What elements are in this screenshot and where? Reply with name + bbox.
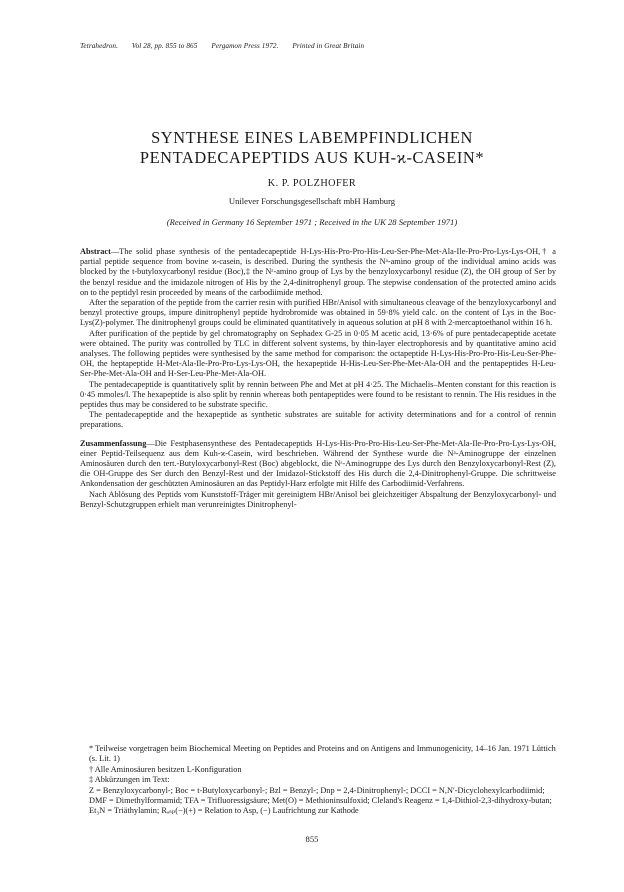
received-dates: (Received in Germany 16 September 1971 ; Received in the UK 28 September 1971) [166, 217, 458, 227]
footnote-dagger: † Alle Aminosäuren besitzen L-Konfiguration [89, 764, 242, 774]
zusammenfassung-heading: Zusammenfassung [80, 438, 147, 448]
zusammenfassung-text-1: —Die Festphasensynthese des Pentadecapeptids H-Lys-His-Pro-Pro-His-Leu-Ser-Phe-Met-Ala-Ile-Pro-Pro-Lys-Lys-OH, einer Peptid-Teilsequenz aus dem Kuh-ϰ-Casein, wird beschrieben. Während der Synthese wurde die Nᵃ-Aminogruppe der einzelnen Aminosäuren durch den tert.-Butyloxycarbonyl-Rest (Boc) abgeblockt, die Nᵋ-Aminogruppe des Lys durch den Benzyloxycarbonyl-Rest (Z), die OH-Gruppe des Ser durch den Benzyl-Rest und der Imidazol-Stickstoff des His durch die 2,4-Dinitrophenyl-Gruppe. Die schrittweise Ankondensation der geschützten Aminosäuren an das Peptidyl-Harz erfolgte mit Hilfe des Carbodiimid-Verfahrens. [80, 438, 556, 489]
journal-name: Tetrahedron. [80, 42, 119, 50]
footnotes [80, 744, 556, 817]
abstract-heading: Abstract [80, 247, 111, 256]
printed-info: Printed in Great Britain [292, 42, 365, 50]
abstract-paragraph-5: The pentadecapeptide and the hexapeptide as synthetic substrates are suitable for activity determinations and for a control of rennin preparations. [80, 410, 556, 430]
zusammenfassung-paragraph-2: Nach Ablösung des Peptids vom Kunststoff-Träger mit gereinigtem HBr/Anisol bei gleichzeitiger Abspaltung der Benzyloxycarbonyl- und Benzyl-Schutzgruppen erhielt man verunreinigtes Dinitrophenyl- [80, 489, 556, 509]
author-name: K. P. POLZHOFER [267, 178, 357, 189]
footnote-abbreviations: Z = Benzyloxycarbonyl-; Boc = t-Butyloxycarbonyl-; Bzl = Benzyl-; Dnp = 2,4-Dinitrophenyl-; DCCI = N,N′-Dicyclohexylcarbodiimid; DMF = Dimethylformamid; TFA = Trifluoressigsäure; Met(O) = Methioninsulfoxid; Cleland's Reagenz = 1,4-Dithiol-2,3-dihydroxy-butan; Et₃N = Triäthylamin; Rₐₛₚ(−)(+) = Relation to Asp, (−) Laufrichtung zur Kathode [89, 785, 552, 816]
volume-info: Vol 28, pp. 855 to 865 [131, 42, 198, 50]
abstract-paragraph-2: After the separation of the peptide from the carrier resin with purified HBr/Anisol with simultaneous cleavage of the benzyloxycarbonyl and benzyl protective groups, impure dinitrophenyl peptide hydrobromide was obtained in 59·8% yield calc. on the content of Lys in the Boc-Lys(Z)-polymer. The dinitrophenyl groups could be eliminated quantitatively in aqueous solution at pH 8 with 2-mercaptoethanol within 16 h. [80, 298, 556, 328]
abstract-section [80, 247, 556, 510]
footnote-double-dagger: ‡ Abkürzungen im Text: [89, 775, 170, 785]
running-header [80, 42, 364, 50]
abstract-text-1: —The solid phase synthesis of the pentadecapeptide H-Lys-His-Pro-Pro-His-Leu-Ser-Phe-Met-Ala-Ile-Pro-Pro-Lys-Lys-OH,† a partial peptide sequence from bovine ϰ-casein, is described. During the synthesis the Nᵃ-amino group of the individual amino acids was blocked by the t-butyloxycarbonyl residue (Boc),‡ the Nᵋ-amino group of Lys by the benzyloxycarbonyl residue (Z), the OH group of Ser by the benzyl residue and the imidazole nitrogen of His by the 2,4-dinitrophenyl group. The stepwise condensation of the protected amino acids on to the peptidyl resin proceeded by means of the carbodiimide method. [80, 247, 556, 297]
affiliation: Unilever Forschungsgesellschaft mbH Hamburg [228, 196, 396, 206]
paper-title [0, 128, 624, 168]
abstract-paragraph-3: After purification of the peptide by gel chromatography on Sephadex G-25 in 0·05 M acetic acid, 13·6% of pure pentadecapeptide acetate were obtained. The purity was controlled by TLC in different solvent systems, by thin-layer electrophoresis and by quantitative amino acid analyses. The following peptides were synthesised by the same method for comparison: the octapeptide H-Lys-His-Pro-Pro-His-Leu-Ser-Phe-OH, the heptapeptide H-Met-Ala-Ile-Pro-Pro-Lys-Lys-OH, the hexapeptide H-His-Leu-Ser-Phe-Met-Ala-OH and the pentapeptides H-Leu-Ser-Phe-Met-Ala-OH and H-Ser-Leu-Phe-Met-Ala-OH. [80, 328, 556, 379]
zusammenfassung-paragraph-1 [80, 439, 556, 490]
title-line-2: PENTADECAPEPTIDS AUS KUH-ϰ-CASEIN* [139, 148, 485, 167]
footnote-star: * Teilweise vorgetragen beim Biochemical Meeting on Peptides and Proteins and on Antigens and Immunogenicity, 14–16 Jan. 1971 Lüttich (s. Lit. 1) [89, 744, 556, 764]
abstract-paragraph-1 [80, 247, 556, 298]
page-number: 855 [305, 834, 319, 844]
title-line-1: SYNTHESE EINES LABEMPFINDLICHEN [151, 128, 473, 147]
abstract-paragraph-4: The pentadecapeptide is quantitatively split by rennin between Phe and Met at pH 4·25. The Michaelis–Menten constant for this reaction is 0·45 mmoles/l. The hexapeptide is also split by rennin whereas both pentapeptides were found to be resistant to rennin. The His residues in the peptides thus may be considered to be substrate specific. [80, 379, 556, 410]
publisher-info: Pergamon Press 1972. [211, 42, 279, 50]
